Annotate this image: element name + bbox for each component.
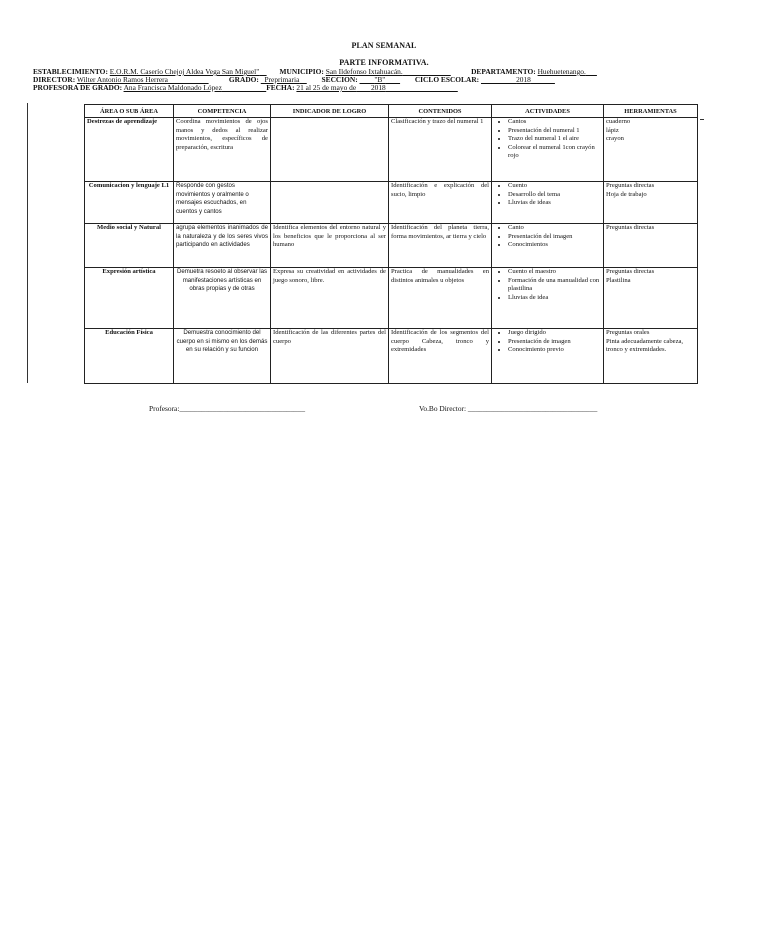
municipio-value: San Ildefonso Ixtahuacán. — [325, 67, 403, 76]
activity-item: • Lluvias de ideas — [508, 199, 601, 208]
area-cell: Comunicacion y lenguaje L1 — [85, 182, 174, 224]
left-margin-line — [27, 103, 28, 383]
header-indicador: INDICADOR DE LOGRO — [271, 105, 389, 118]
indicador-cell: Identificación de las diferentes partes del cuerpo — [271, 329, 389, 384]
activity-item: • Lluvias de idea — [508, 294, 601, 303]
activity-item: • Desarrollo del tema — [508, 191, 601, 200]
activity-item: • Juego dirigido — [508, 329, 601, 338]
herramientas-cell — [604, 182, 698, 224]
departamento-value: Huehuetenango. — [537, 67, 586, 76]
profesora-value: Ana Francisca Maldonado López — [123, 83, 222, 92]
contenidos-cell: Identificación del planeta tierra, forma movimientos, ar tierra y cielo — [389, 224, 492, 268]
fecha-label: FECHA: — [266, 83, 295, 92]
header-herramientas: HERRAMIENTAS — [604, 105, 698, 118]
activity-item: • Presentación del numeral 1 — [508, 127, 601, 136]
info-line-profesora — [33, 83, 458, 92]
indicador-cell: Identifica elementos del entorno natural y los beneficios que le proporciona al ser humano — [271, 224, 389, 268]
header-actividades: ACTIVIDADES — [492, 105, 604, 118]
document-subtitle: PARTE INFORMATIVA. — [339, 58, 429, 67]
table-row — [85, 268, 698, 329]
herramientas-cell — [604, 224, 698, 268]
activity-item: • Trazo del numeral 1 el aire — [508, 135, 601, 144]
competencia-cell: Responde con gestos movimientos y oralmente o mensajes escuchados, en cuentos y cantos — [174, 182, 271, 224]
indicador-cell: Expresa su creatividad en actividades de juego sonoro, libre. — [271, 268, 389, 329]
table-row — [85, 224, 698, 268]
tool-item: Preguntas directas — [606, 182, 655, 189]
actividades-cell — [492, 224, 604, 268]
contenidos-cell: Identificación de los segmentos del cuerpo Cabeza, tronco y extremidades — [389, 329, 492, 384]
competencia-cell: Demuetra resoeto al observar las manifestaciones artísticas en obras propias y de otras — [174, 268, 271, 329]
header-contenidos: CONTENIDOS — [389, 105, 492, 118]
header-area: ÁREA O SUB ÁREA — [85, 105, 174, 118]
tool-item: Preguntas directas — [606, 268, 655, 275]
establecimiento-value: E.O.R.M. Caserío Chejoj Aldea Vega San Miguel" — [109, 67, 260, 76]
activity-item: • Presentación de imagen — [508, 338, 601, 347]
tool-item: Pinta adecuadamente cabeza, tronco y extremidades. — [606, 337, 684, 354]
tool-item: crayon — [606, 135, 624, 143]
table-header-row — [85, 105, 698, 118]
director-signature-line: Vo.Bo Director: ___________________________________ — [419, 404, 598, 413]
document-title: PLAN SEMANAL — [351, 41, 417, 50]
table-row — [85, 118, 698, 182]
departamento-label: DEPARTAMENTO: — [471, 67, 536, 76]
right-margin-mark — [700, 119, 704, 120]
fecha-year: 2018 — [370, 83, 386, 92]
activity-item: • Conocimientos — [508, 241, 601, 250]
grado-value: Preprimaria — [264, 75, 300, 84]
table-row — [85, 182, 698, 224]
seccion-value: "B" — [374, 75, 386, 84]
area-cell: Expresión artística — [85, 268, 174, 329]
competencia-cell: Demuestra conocimiento del cuerpo en si mismo en los demás en su relación y su funcion — [174, 329, 271, 384]
tool-item: Plastilina — [606, 276, 631, 284]
activity-item: • Cantos — [508, 118, 601, 127]
activity-item: • Cuento el maestro — [508, 268, 601, 277]
tool-item: Hoja de trabajo — [606, 190, 647, 198]
profesora-label: PROFESORA DE GRADO: — [33, 83, 123, 92]
info-line-establecimiento: ESTABLECIMIENTO: E.O.R.M. Caserío Chejoj Aldea Vega San Miguel" MUNICIPIO: San Ildefonso Ixtahuacán. DEPARTAMENTO: Huehuetenango. — [33, 67, 586, 76]
area-cell: Educación Física — [85, 329, 174, 384]
table-row — [85, 329, 698, 384]
competencia-cell: agrupa elementos inanimados de la naturaleza y de los seres vivos participando en actividades — [174, 224, 271, 268]
ciclo-value: 2018 — [516, 75, 531, 84]
activity-item: • Colorear el numeral 1con crayón rojo — [508, 144, 601, 161]
area-cell: Medio social y Natural — [85, 224, 174, 268]
herramientas-cell — [604, 329, 698, 384]
indicador-cell — [271, 118, 389, 182]
actividades-cell — [492, 329, 604, 384]
contenidos-cell: Clasificación y trazo del numeral 1 — [389, 118, 492, 182]
grado-label: GRADO: — [228, 75, 259, 84]
activity-item: • Presentación del imagen — [508, 233, 601, 242]
activity-item: • Cuento — [508, 182, 601, 191]
tool-item: Preguntas orales — [606, 329, 650, 336]
activity-item: • Conocimiento previo — [508, 346, 601, 355]
municipio-label: MUNICIPIO: — [279, 67, 324, 76]
fecha-value: 21 al 25 de mayo de — [296, 83, 357, 92]
competencia-cell: Coordina movimientos de ojos manos y dedos al realizar movimientos, específicos de preparación, escritura — [174, 118, 271, 182]
activity-item: • Formación de una manualidad con plastilina — [508, 277, 601, 294]
actividades-cell — [492, 182, 604, 224]
ciclo-label: CICLO ESCOLAR: — [414, 75, 480, 84]
herramientas-cell — [604, 268, 698, 329]
establecimiento-label: ESTABLECIMIENTO — [33, 67, 106, 76]
herramientas-cell — [604, 118, 698, 182]
profesora-signature-line: Profesora:__________________________________ — [149, 404, 306, 413]
plan-table — [84, 104, 698, 384]
seccion-label: SECCION: — [321, 75, 358, 84]
tool-item: Preguntas directas — [606, 224, 655, 231]
actividades-cell — [492, 118, 604, 182]
director-value: Wilter Antonio Ramos Herrera — [76, 75, 168, 84]
tool-item: cuaderno — [606, 118, 631, 125]
indicador-cell — [271, 182, 389, 224]
area-cell: Destrezas de aprendizaje — [85, 118, 174, 182]
actividades-cell — [492, 268, 604, 329]
contenidos-cell: Practica de manualidades en distintos animales u objetos — [389, 268, 492, 329]
activity-item: • Canto — [508, 224, 601, 233]
director-label: DIRECTOR: — [33, 75, 76, 84]
contenidos-cell: Identificación e explicación del sucio, limpio — [389, 182, 492, 224]
header-competencia: COMPETENCIA — [174, 105, 271, 118]
tool-item: lápiz — [606, 126, 619, 134]
